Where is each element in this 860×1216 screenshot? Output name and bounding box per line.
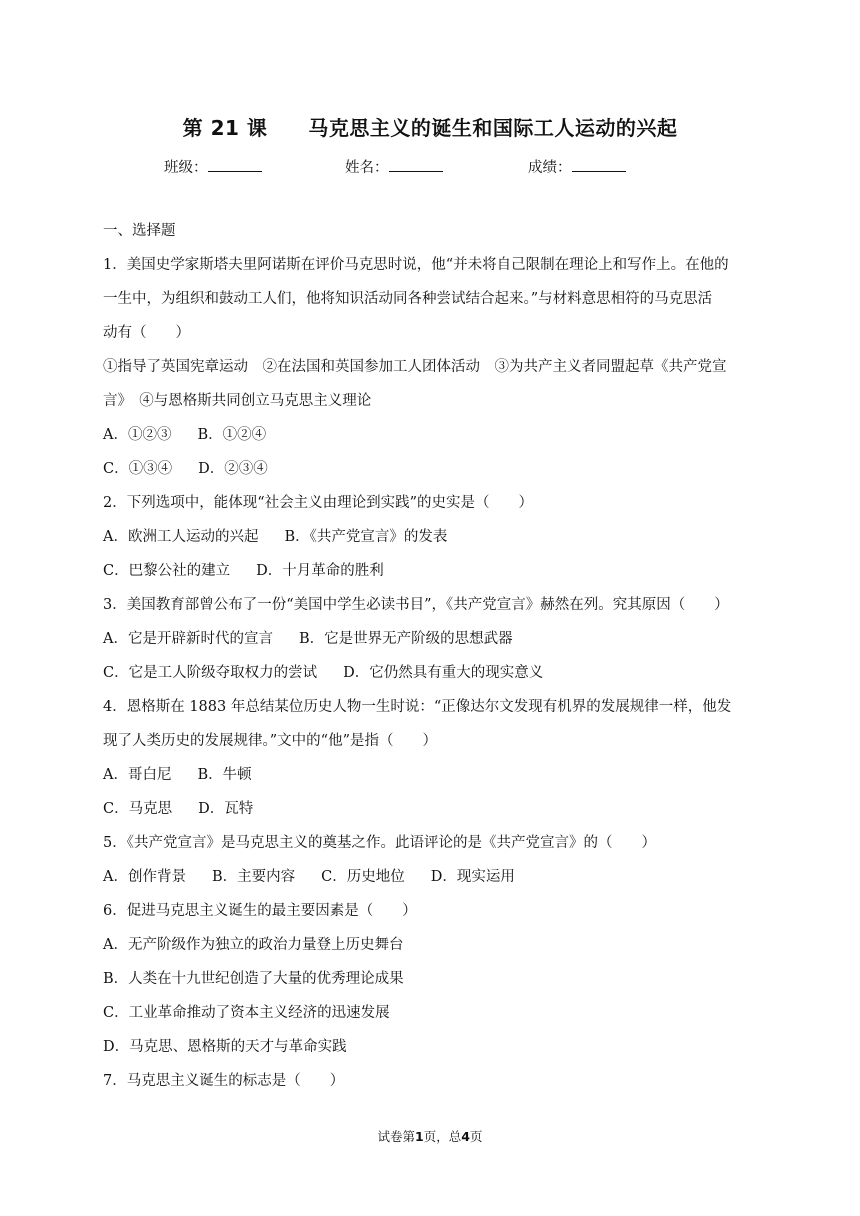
answer-option[interactable]: C．历史地位 — [321, 869, 405, 885]
footer-page-number: 1 — [415, 1129, 424, 1144]
answer-option[interactable]: A．①②③ — [103, 427, 172, 443]
answer-option[interactable]: C．工业革命推动了资本主义经济的迅速发展 — [103, 1005, 390, 1021]
option-row — [103, 458, 763, 492]
question-stem-line: 动有（ ） — [103, 325, 190, 341]
question-stem-line: 现了人类历史的发展规律。”文中的“他”是指（ ） — [103, 733, 437, 749]
class-field — [164, 156, 262, 177]
answer-option[interactable]: B．牛顿 — [197, 767, 252, 783]
score-field — [528, 156, 626, 177]
answer-option[interactable]: C．它是工人阶级夺取权力的尝试 — [103, 665, 318, 681]
name-field — [345, 156, 443, 177]
question-list — [103, 220, 763, 1104]
question-statement-line: 言》 ④与恩格斯共同创立马克思主义理论 — [103, 393, 372, 409]
option-row — [103, 662, 763, 696]
question-stem-line: 7．马克思主义诞生的标志是（ ） — [103, 1073, 345, 1089]
page-footer — [0, 1127, 860, 1145]
question — [103, 254, 763, 492]
option-row — [103, 934, 763, 968]
question-stem-line: 6．促进马克思主义诞生的最主要因素是（ ） — [103, 903, 417, 919]
answer-option[interactable]: D．马克思、恩格斯的天才与革命实践 — [103, 1039, 347, 1055]
question-stem-line: 5．《共产党宣言》是马克思主义的奠基之作。此语评论的是《共产党宣言》的（ ） — [103, 835, 656, 851]
question — [103, 594, 763, 696]
question-stem-line: 一生中，为组织和鼓动工人们，他将知识活动同各种尝试结合起来。”与材料意思相符的马克思活 — [103, 291, 713, 307]
answer-option[interactable]: B．《共产党宣言》的发表 — [284, 529, 448, 545]
option-row — [103, 764, 763, 798]
answer-option[interactable]: C．马克思 — [103, 801, 173, 817]
footer-prefix: 试卷第 — [377, 1129, 416, 1144]
question — [103, 1070, 763, 1104]
answer-option[interactable]: C．巴黎公社的建立 — [103, 563, 231, 579]
option-row — [103, 560, 763, 594]
answer-option[interactable]: D．现实运用 — [430, 869, 515, 885]
option-row — [103, 968, 763, 1002]
score-label: 成绩： — [528, 160, 572, 176]
question — [103, 900, 763, 1070]
option-row — [103, 526, 763, 560]
question-stem-line: 3．美国教育部曾公布了一份“美国中学生必读书目”，《共产党宣言》赫然在列。究其原因（ ） — [103, 597, 729, 613]
answer-option[interactable]: B．主要内容 — [211, 869, 296, 885]
page-title: 第 21 课 马克思主义的诞生和国际工人运动的兴起 — [182, 116, 678, 140]
class-label: 班级： — [164, 160, 208, 176]
answer-option[interactable]: A．无产阶级作为独立的政治力量登上历史舞台 — [103, 937, 404, 953]
option-row — [103, 628, 763, 662]
option-row — [103, 866, 763, 900]
answer-option[interactable]: A．它是开辟新时代的宣言 — [103, 631, 273, 647]
question-stem-line: 4．恩格斯在 1883 年总结某位历史人物一生时说：“正像达尔文发现有机界的发展规律一样，他发 — [103, 699, 732, 715]
option-row — [103, 798, 763, 832]
answer-option[interactable]: A．哥白尼 — [103, 767, 172, 783]
option-row — [103, 424, 763, 458]
answer-option[interactable]: A．欧洲工人运动的兴起 — [103, 529, 259, 545]
option-row — [103, 1002, 763, 1036]
question-stem-line: 2．下列选项中，能体现“社会主义由理论到实践”的史实是（ ） — [103, 495, 534, 511]
section-heading: 一、选择题 — [103, 223, 176, 239]
footer-suffix: 页 — [469, 1129, 483, 1144]
answer-option[interactable]: B．人类在十九世纪创造了大量的优秀理论成果 — [103, 971, 404, 987]
answer-option[interactable]: C．①③④ — [103, 461, 173, 477]
question-stem-line: 1．美国史学家斯塔夫里阿诺斯在评价马克思时说，他“并未将自己限制在理论上和写作上。在他的 — [103, 257, 729, 273]
option-row — [103, 1036, 763, 1070]
answer-option[interactable]: B．①②④ — [197, 427, 267, 443]
question-statement-line: ①指导了英国宪章运动 ②在法国和英国参加工人团体活动 ③为共产主义者同盟起草《共产党宣 — [103, 359, 727, 375]
answer-option[interactable]: D．它仍然具有重大的现实意义 — [343, 665, 544, 681]
answer-option[interactable]: A．创作背景 — [103, 869, 186, 885]
score-blank — [572, 157, 626, 172]
answer-option[interactable]: D．十月革命的胜利 — [256, 563, 384, 579]
question — [103, 492, 763, 594]
class-blank — [208, 157, 262, 172]
footer-middle: 页，总 — [423, 1129, 462, 1144]
name-label: 姓名： — [345, 160, 389, 176]
question — [103, 832, 763, 900]
answer-option[interactable]: D．瓦特 — [198, 801, 254, 817]
answer-option[interactable]: D．②③④ — [198, 461, 268, 477]
answer-option[interactable]: B．它是世界无产阶级的思想武器 — [298, 631, 513, 647]
question — [103, 696, 763, 832]
name-blank — [389, 157, 443, 172]
footer-total-pages: 4 — [461, 1129, 470, 1144]
